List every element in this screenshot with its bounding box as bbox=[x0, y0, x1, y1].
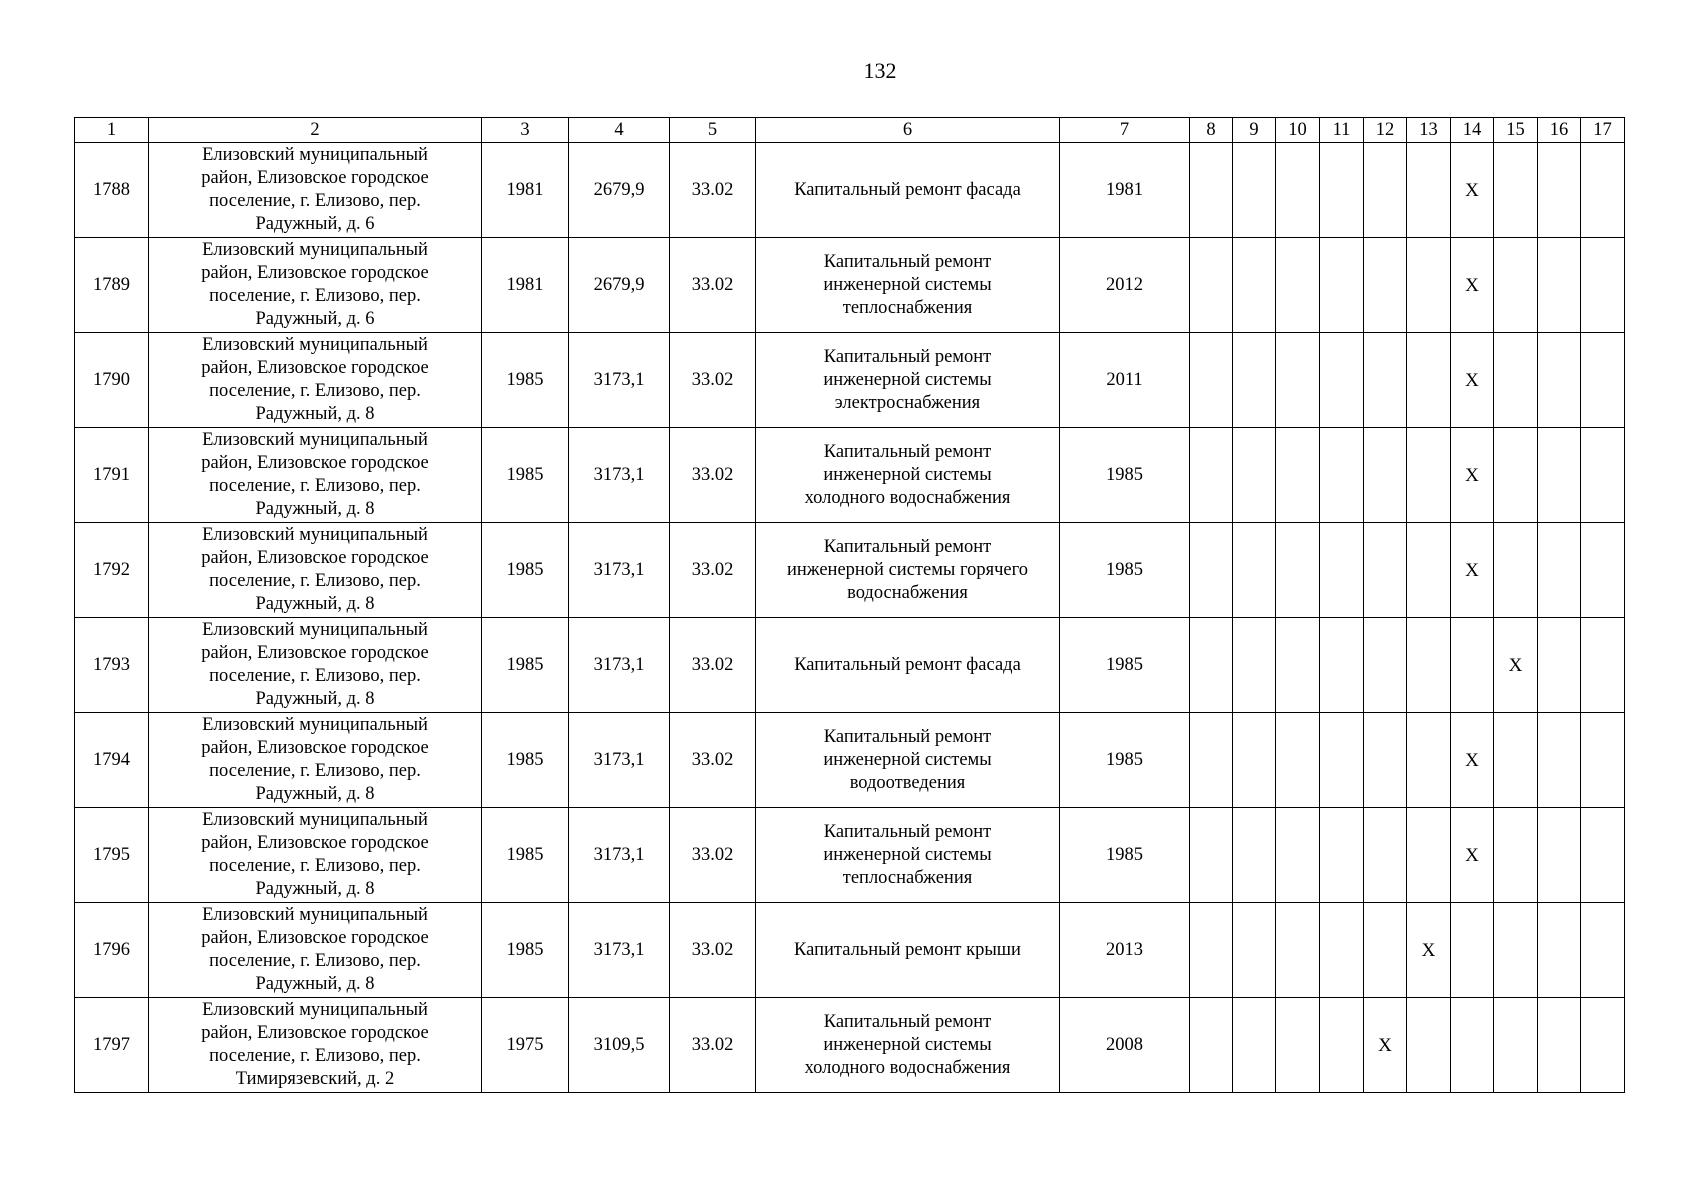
table-row bbox=[75, 523, 1625, 618]
total-area: 3173,1 bbox=[569, 428, 670, 523]
empty-cell bbox=[1320, 333, 1364, 428]
address-cell bbox=[149, 428, 482, 523]
table-row bbox=[75, 808, 1625, 903]
empty-cell bbox=[1364, 808, 1407, 903]
address-cell-line: Радужный, д. 6 bbox=[255, 309, 375, 329]
address-cell-line: район, Елизовское городское bbox=[201, 928, 429, 948]
work-type-line: Капитальный ремонт bbox=[823, 1011, 992, 1032]
code: 33.02 bbox=[670, 238, 756, 333]
empty-cell bbox=[1494, 903, 1538, 998]
address-cell-line: Елизовский муниципальный bbox=[202, 525, 428, 545]
empty-cell bbox=[1494, 238, 1538, 333]
empty-cell bbox=[1190, 428, 1233, 523]
empty-cell bbox=[1276, 333, 1320, 428]
work-year: 2013 bbox=[1060, 903, 1190, 998]
address-cell-line: поселение, г. Елизово, пер. bbox=[209, 476, 421, 496]
empty-cell bbox=[1581, 618, 1625, 713]
build-year: 1985 bbox=[482, 618, 569, 713]
row-number: 1797 bbox=[75, 998, 149, 1093]
work-type bbox=[756, 618, 1060, 713]
work-year: 1981 bbox=[1060, 143, 1190, 238]
total-area: 3173,1 bbox=[569, 618, 670, 713]
work-year: 1985 bbox=[1060, 713, 1190, 808]
page-number: 132 bbox=[863, 58, 897, 83]
work-type bbox=[756, 713, 1060, 808]
work-type-line: Капитальный ремонт bbox=[823, 441, 992, 462]
work-type-line: Капитальный ремонт bbox=[823, 536, 992, 557]
address-cell-line: поселение, г. Елизово, пер. bbox=[209, 286, 421, 306]
work-type-line: теплоснабжения bbox=[842, 297, 973, 318]
build-year: 1985 bbox=[482, 333, 569, 428]
address-cell-line: Елизовский муниципальный bbox=[202, 1000, 428, 1020]
empty-cell bbox=[1538, 143, 1581, 238]
code: 33.02 bbox=[670, 618, 756, 713]
empty-cell bbox=[1190, 808, 1233, 903]
column-header: 10 bbox=[1276, 118, 1320, 143]
mark-cell: X bbox=[1451, 143, 1494, 238]
total-area: 3173,1 bbox=[569, 523, 670, 618]
empty-cell bbox=[1407, 713, 1451, 808]
row-number: 1794 bbox=[75, 713, 149, 808]
empty-cell bbox=[1276, 713, 1320, 808]
empty-cell bbox=[1233, 618, 1276, 713]
empty-cell bbox=[1581, 238, 1625, 333]
empty-cell bbox=[1494, 143, 1538, 238]
empty-cell bbox=[1364, 618, 1407, 713]
empty-cell bbox=[1494, 523, 1538, 618]
work-year: 1985 bbox=[1060, 523, 1190, 618]
row-number: 1792 bbox=[75, 523, 149, 618]
empty-cell bbox=[1233, 523, 1276, 618]
work-type-line: инженерной системы bbox=[823, 844, 992, 865]
empty-cell bbox=[1190, 333, 1233, 428]
empty-cell bbox=[1494, 808, 1538, 903]
column-header: 13 bbox=[1407, 118, 1451, 143]
address-cell bbox=[149, 998, 482, 1093]
address-cell-line: Тимирязевский, д. 2 bbox=[235, 1069, 395, 1089]
build-year: 1975 bbox=[482, 998, 569, 1093]
empty-cell bbox=[1407, 808, 1451, 903]
address-cell-line: Елизовский муниципальный bbox=[202, 715, 428, 735]
column-number-row bbox=[75, 118, 1625, 143]
work-type-line: Капитальный ремонт фасада bbox=[794, 179, 1021, 200]
work-year: 1985 bbox=[1060, 618, 1190, 713]
empty-cell bbox=[1581, 143, 1625, 238]
address-cell-line: поселение, г. Елизово, пер. bbox=[209, 761, 421, 781]
work-type-line: инженерной системы bbox=[823, 464, 992, 485]
empty-cell bbox=[1581, 523, 1625, 618]
empty-cell bbox=[1190, 143, 1233, 238]
work-type-line: холодного водоснабжения bbox=[804, 487, 1011, 508]
empty-cell bbox=[1407, 143, 1451, 238]
row-number: 1795 bbox=[75, 808, 149, 903]
work-type bbox=[756, 903, 1060, 998]
address-cell-line: Радужный, д. 8 bbox=[255, 404, 375, 424]
column-header: 6 bbox=[756, 118, 1060, 143]
empty-cell bbox=[1538, 808, 1581, 903]
column-header: 1 bbox=[75, 118, 149, 143]
empty-cell bbox=[1364, 713, 1407, 808]
address-cell-line: район, Елизовское городское bbox=[201, 263, 429, 283]
empty-cell bbox=[1276, 998, 1320, 1093]
empty-cell bbox=[1451, 903, 1494, 998]
work-type bbox=[756, 998, 1060, 1093]
address-cell-line: район, Елизовское городское bbox=[201, 833, 429, 853]
address-cell-line: поселение, г. Елизово, пер. bbox=[209, 381, 421, 401]
work-type-line: Капитальный ремонт bbox=[823, 726, 992, 747]
address-cell bbox=[149, 903, 482, 998]
work-type-line: теплоснабжения bbox=[842, 867, 973, 888]
address-cell-line: район, Елизовское городское bbox=[201, 548, 429, 568]
empty-cell bbox=[1364, 428, 1407, 523]
work-type-line: Капитальный ремонт bbox=[823, 346, 992, 367]
build-year: 1985 bbox=[482, 428, 569, 523]
column-header: 5 bbox=[670, 118, 756, 143]
work-type-line: инженерной системы bbox=[823, 749, 992, 770]
empty-cell bbox=[1451, 618, 1494, 713]
address-cell bbox=[149, 808, 482, 903]
build-year: 1985 bbox=[482, 903, 569, 998]
empty-cell bbox=[1190, 903, 1233, 998]
empty-cell bbox=[1538, 903, 1581, 998]
empty-cell bbox=[1276, 808, 1320, 903]
empty-cell bbox=[1320, 808, 1364, 903]
mark-cell: X bbox=[1451, 808, 1494, 903]
total-area: 3173,1 bbox=[569, 333, 670, 428]
empty-cell bbox=[1276, 618, 1320, 713]
work-type-line: инженерной системы bbox=[823, 1034, 992, 1055]
address-cell-line: район, Елизовское городское bbox=[201, 358, 429, 378]
address-cell-line: поселение, г. Елизово, пер. bbox=[209, 571, 421, 591]
empty-cell bbox=[1407, 333, 1451, 428]
build-year: 1981 bbox=[482, 143, 569, 238]
empty-cell bbox=[1364, 903, 1407, 998]
address-cell bbox=[149, 713, 482, 808]
column-header: 12 bbox=[1364, 118, 1407, 143]
empty-cell bbox=[1581, 713, 1625, 808]
empty-cell bbox=[1320, 523, 1364, 618]
empty-cell bbox=[1320, 998, 1364, 1093]
column-header: 15 bbox=[1494, 118, 1538, 143]
empty-cell bbox=[1190, 238, 1233, 333]
build-year: 1985 bbox=[482, 523, 569, 618]
work-type bbox=[756, 238, 1060, 333]
address-cell-line: район, Елизовское городское bbox=[201, 1023, 429, 1043]
empty-cell bbox=[1538, 238, 1581, 333]
total-area: 2679,9 bbox=[569, 143, 670, 238]
table-row bbox=[75, 998, 1625, 1093]
work-type-line: Капитальный ремонт фасада bbox=[794, 654, 1021, 675]
mark-cell: X bbox=[1451, 428, 1494, 523]
address-cell-line: Елизовский муниципальный bbox=[202, 145, 428, 165]
empty-cell bbox=[1494, 428, 1538, 523]
column-header: 4 bbox=[569, 118, 670, 143]
address-cell-line: Радужный, д. 6 bbox=[255, 214, 375, 234]
row-number: 1788 bbox=[75, 143, 149, 238]
work-type-line: Капитальный ремонт bbox=[823, 251, 992, 272]
empty-cell bbox=[1494, 333, 1538, 428]
empty-cell bbox=[1320, 903, 1364, 998]
work-year: 2011 bbox=[1060, 333, 1190, 428]
code: 33.02 bbox=[670, 333, 756, 428]
table-row bbox=[75, 238, 1625, 333]
empty-cell bbox=[1581, 428, 1625, 523]
total-area: 3173,1 bbox=[569, 903, 670, 998]
code: 33.02 bbox=[670, 713, 756, 808]
empty-cell bbox=[1233, 713, 1276, 808]
empty-cell bbox=[1494, 998, 1538, 1093]
row-number: 1789 bbox=[75, 238, 149, 333]
work-type-line: водоотведения bbox=[849, 772, 966, 793]
total-area: 3109,5 bbox=[569, 998, 670, 1093]
table-row bbox=[75, 143, 1625, 238]
empty-cell bbox=[1407, 428, 1451, 523]
empty-cell bbox=[1364, 333, 1407, 428]
empty-cell bbox=[1407, 998, 1451, 1093]
table-row bbox=[75, 428, 1625, 523]
mark-cell: X bbox=[1451, 238, 1494, 333]
address-cell-line: поселение, г. Елизово, пер. bbox=[209, 1046, 421, 1066]
mark-cell: X bbox=[1451, 523, 1494, 618]
empty-cell bbox=[1233, 238, 1276, 333]
code: 33.02 bbox=[670, 143, 756, 238]
address-cell-line: Елизовский муниципальный bbox=[202, 810, 428, 830]
empty-cell bbox=[1494, 713, 1538, 808]
empty-cell bbox=[1276, 903, 1320, 998]
code: 33.02 bbox=[670, 428, 756, 523]
address-cell-line: поселение, г. Елизово, пер. bbox=[209, 191, 421, 211]
work-type-line: Капитальный ремонт bbox=[823, 821, 992, 842]
work-type-line: водоснабжения bbox=[847, 582, 968, 603]
empty-cell bbox=[1190, 618, 1233, 713]
empty-cell bbox=[1538, 333, 1581, 428]
column-header: 11 bbox=[1320, 118, 1364, 143]
empty-cell bbox=[1364, 238, 1407, 333]
work-type-line: инженерной системы bbox=[823, 274, 992, 295]
empty-cell bbox=[1538, 713, 1581, 808]
mark-cell: X bbox=[1451, 333, 1494, 428]
address-cell-line: Елизовский муниципальный bbox=[202, 240, 428, 260]
mark-cell: X bbox=[1364, 998, 1407, 1093]
empty-cell bbox=[1364, 523, 1407, 618]
empty-cell bbox=[1276, 428, 1320, 523]
total-area: 3173,1 bbox=[569, 713, 670, 808]
total-area: 3173,1 bbox=[569, 808, 670, 903]
work-type-line: холодного водоснабжения bbox=[804, 1057, 1011, 1078]
work-year: 2008 bbox=[1060, 998, 1190, 1093]
table-row bbox=[75, 903, 1625, 998]
address-cell-line: район, Елизовское городское bbox=[201, 168, 429, 188]
address-cell bbox=[149, 143, 482, 238]
empty-cell bbox=[1407, 523, 1451, 618]
code: 33.02 bbox=[670, 903, 756, 998]
address-cell bbox=[149, 238, 482, 333]
empty-cell bbox=[1538, 998, 1581, 1093]
empty-cell bbox=[1407, 238, 1451, 333]
empty-cell bbox=[1581, 998, 1625, 1093]
empty-cell bbox=[1581, 808, 1625, 903]
address-cell-line: Радужный, д. 8 bbox=[255, 689, 375, 709]
row-number: 1790 bbox=[75, 333, 149, 428]
row-number: 1796 bbox=[75, 903, 149, 998]
empty-cell bbox=[1233, 903, 1276, 998]
column-header: 2 bbox=[149, 118, 482, 143]
empty-cell bbox=[1190, 998, 1233, 1093]
address-cell-line: поселение, г. Елизово, пер. bbox=[209, 856, 421, 876]
address-cell-line: район, Елизовское городское bbox=[201, 738, 429, 758]
empty-cell bbox=[1538, 523, 1581, 618]
empty-cell bbox=[1276, 523, 1320, 618]
address-cell bbox=[149, 523, 482, 618]
empty-cell bbox=[1233, 808, 1276, 903]
empty-cell bbox=[1320, 618, 1364, 713]
empty-cell bbox=[1190, 523, 1233, 618]
empty-cell bbox=[1320, 238, 1364, 333]
empty-cell bbox=[1320, 428, 1364, 523]
work-type bbox=[756, 143, 1060, 238]
address-cell-line: район, Елизовское городское bbox=[201, 453, 429, 473]
empty-cell bbox=[1320, 713, 1364, 808]
address-cell-line: Радужный, д. 8 bbox=[255, 784, 375, 804]
address-cell bbox=[149, 333, 482, 428]
mark-cell: X bbox=[1407, 903, 1451, 998]
empty-cell bbox=[1407, 618, 1451, 713]
address-cell bbox=[149, 618, 482, 713]
column-header: 7 bbox=[1060, 118, 1190, 143]
work-type-line: электроснабжения bbox=[834, 392, 981, 413]
empty-cell bbox=[1190, 713, 1233, 808]
empty-cell bbox=[1364, 143, 1407, 238]
table-row bbox=[75, 618, 1625, 713]
empty-cell bbox=[1320, 143, 1364, 238]
work-type bbox=[756, 428, 1060, 523]
address-cell-line: Елизовский муниципальный bbox=[202, 430, 428, 450]
column-header: 17 bbox=[1581, 118, 1625, 143]
empty-cell bbox=[1538, 428, 1581, 523]
work-type-line: инженерной системы bbox=[823, 369, 992, 390]
address-cell-line: Радужный, д. 8 bbox=[255, 594, 375, 614]
empty-cell bbox=[1581, 333, 1625, 428]
code: 33.02 bbox=[670, 998, 756, 1093]
code: 33.02 bbox=[670, 808, 756, 903]
work-type bbox=[756, 333, 1060, 428]
row-number: 1793 bbox=[75, 618, 149, 713]
table-row bbox=[75, 713, 1625, 808]
work-type bbox=[756, 523, 1060, 618]
empty-cell bbox=[1581, 903, 1625, 998]
address-cell-line: район, Елизовское городское bbox=[201, 643, 429, 663]
mark-cell: X bbox=[1451, 713, 1494, 808]
address-cell-line: Елизовский муниципальный bbox=[202, 335, 428, 355]
address-cell-line: Радужный, д. 8 bbox=[255, 974, 375, 994]
empty-cell bbox=[1451, 998, 1494, 1093]
empty-cell bbox=[1233, 143, 1276, 238]
empty-cell bbox=[1233, 333, 1276, 428]
row-number: 1791 bbox=[75, 428, 149, 523]
work-year: 1985 bbox=[1060, 428, 1190, 523]
column-header: 8 bbox=[1190, 118, 1233, 143]
build-year: 1985 bbox=[482, 808, 569, 903]
total-area: 2679,9 bbox=[569, 238, 670, 333]
address-cell-line: Радужный, д. 8 bbox=[255, 879, 375, 899]
address-cell-line: Радужный, д. 8 bbox=[255, 499, 375, 519]
work-type bbox=[756, 808, 1060, 903]
work-type-line: инженерной системы горячего bbox=[787, 559, 1028, 580]
empty-cell bbox=[1233, 998, 1276, 1093]
table-body bbox=[75, 143, 1625, 1093]
table-row bbox=[75, 333, 1625, 428]
work-year: 1985 bbox=[1060, 808, 1190, 903]
work-type-line: Капитальный ремонт крыши bbox=[794, 939, 1021, 960]
address-cell-line: поселение, г. Елизово, пер. bbox=[209, 666, 421, 686]
work-year: 2012 bbox=[1060, 238, 1190, 333]
column-header: 9 bbox=[1233, 118, 1276, 143]
column-header: 14 bbox=[1451, 118, 1494, 143]
address-cell-line: Елизовский муниципальный bbox=[202, 905, 428, 925]
mark-cell: X bbox=[1494, 618, 1538, 713]
address-cell-line: поселение, г. Елизово, пер. bbox=[209, 951, 421, 971]
build-year: 1985 bbox=[482, 713, 569, 808]
empty-cell bbox=[1276, 238, 1320, 333]
empty-cell bbox=[1276, 143, 1320, 238]
empty-cell bbox=[1538, 618, 1581, 713]
code: 33.02 bbox=[670, 523, 756, 618]
empty-cell bbox=[1233, 428, 1276, 523]
address-cell-line: Елизовский муниципальный bbox=[202, 620, 428, 640]
build-year: 1981 bbox=[482, 238, 569, 333]
column-header: 16 bbox=[1538, 118, 1581, 143]
repair-plan-table bbox=[74, 117, 1625, 1093]
column-header: 3 bbox=[482, 118, 569, 143]
